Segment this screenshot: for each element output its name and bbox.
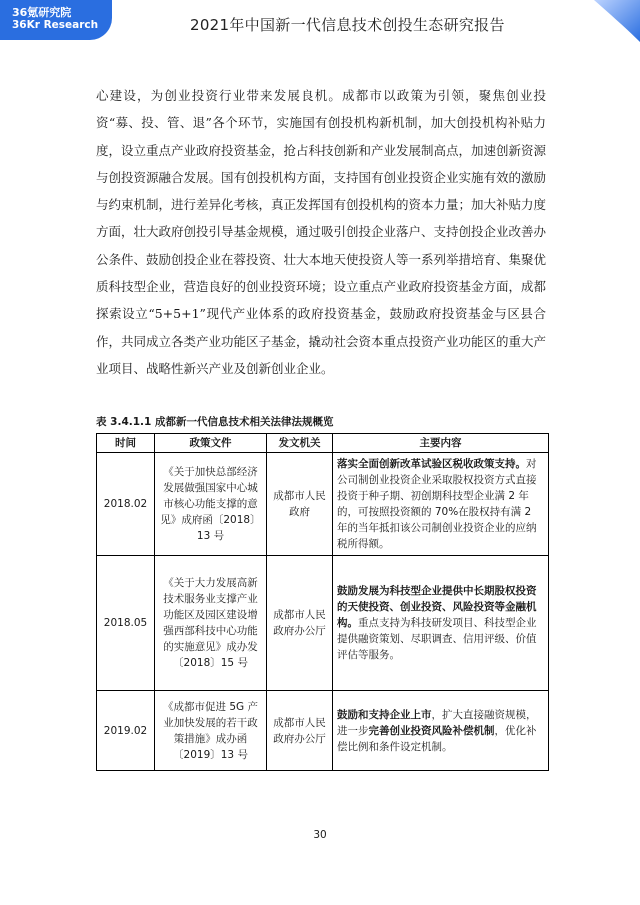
content-highlight: 鼓励和支持企业上市 (337, 708, 432, 721)
cell-org: 成都市人民政府办公厅 (267, 556, 333, 691)
cell-time: 2018.05 (97, 556, 155, 691)
header-content: 主要内容 (333, 434, 549, 453)
header-policy: 政策文件 (155, 434, 267, 453)
content-text: ，优化补偿比例和条件设定机制。 (337, 724, 537, 753)
header-time: 时间 (97, 434, 155, 453)
cell-content (333, 691, 549, 771)
page-number: 30 (313, 829, 327, 841)
cell-content (333, 556, 549, 691)
cell-policy: 《关于加快总部经济发展做强国家中心城市核心功能支撑的意见》成府函〔2018〕13 号 (155, 453, 267, 556)
cell-content (333, 453, 549, 556)
content-text: 重点支持为科技研发项目、科技型企业提供融资策划、尽职调查、信用评级、价值评估等服务。 (337, 617, 537, 661)
policy-table (96, 433, 549, 771)
table-header-row (97, 434, 549, 453)
cell-org: 成都市人民政府 (267, 453, 333, 556)
brand-logo (0, 0, 112, 40)
content-highlight: 鼓励发展为科技型企业提供中长期股权投资的天使投资、创业投资、风险投资等金融机构。 (337, 585, 537, 629)
table-caption: 表 3.4.1.1 成都新一代信息技术相关法律法规概览 (96, 416, 334, 428)
logo-text-en: 36Kr Research (12, 19, 99, 31)
cell-policy: 《成都市促进 5G 产业加快发展的若干政策措施》成办函〔2019〕13 号 (155, 691, 267, 771)
cell-policy: 《关于大力发展高新技术服务业支撑产业功能区及园区建设增强西部科技中心功能的实施意见》成办发〔2018〕15 号 (155, 556, 267, 691)
content-highlight: 完善创业投资风险补偿机制 (368, 724, 495, 737)
content-highlight: 落实全面创新改革试验区税收政策支持。 (337, 458, 526, 470)
table-row (97, 691, 549, 771)
report-title: 2021年中国新一代信息技术创投生态研究报告 (190, 16, 505, 34)
cell-time: 2018.02 (97, 453, 155, 556)
table-row (97, 453, 549, 556)
cell-time: 2019.02 (97, 691, 155, 771)
header-org: 发文机关 (267, 434, 333, 453)
content-text: ，扩大直接融资规模，进一步 (337, 708, 537, 737)
corner-decoration-icon (588, 0, 640, 42)
cell-org: 成都市人民政府办公厅 (267, 691, 333, 771)
content-text: 对公司制创业投资企业采取股权投资方式直接投资于种子期、初创期科技型企业满 2 年的，可按照投资额的 70%在股权持有满 2 年的当年抵扣该公司制创业投资企业的应纳税所得额。 (337, 458, 537, 550)
logo-text-cn: 36氪研究院 (12, 6, 72, 19)
body-paragraph: 心建设，为创业投资行业带来发展良机。成都市以政策为引领，聚焦创业投资“募、投、管、退”各个环节，实施国有创投机构新机制，加大创投机构补贴力度，设立重点产业政府投资基金，抢占科技创新和产业发展制高点，加速创新资源与创投资源融合发展。国有创投机构方面，支持国有创业投资企业实施有效的激励与约束机制，进行差异化考核，真正发挥国有创投机构的资本力量；加大补贴力度方面，壮大政府创投引导基金规模，通过吸引创投企业落户、支持创投企业改善办公条件、鼓励创投企业在蓉投资、壮大本地天使投资人等一系列举措培育、集聚优质科技型企业，营造良好的创业投资环境；设立重点产业政府投资基金方面，成都探索设立“5+5+1”现代产业体系的政府投资基金，鼓励政府投资基金与区县合作，共同成立各类产业功能区子基金，撬动社会资本重点投资产业功能区的重大产业项目、战略性新兴产业及创新创业企业。 (96, 88, 547, 376)
table-row (97, 556, 549, 691)
